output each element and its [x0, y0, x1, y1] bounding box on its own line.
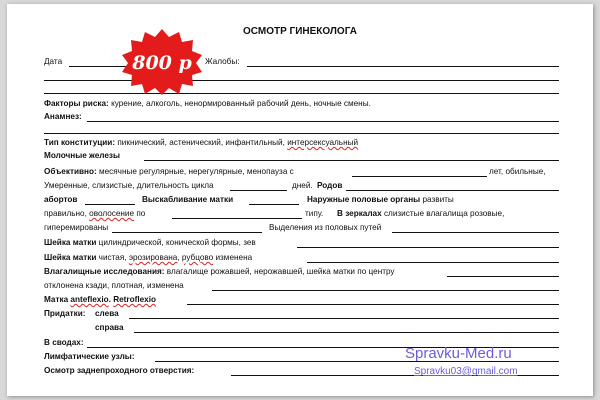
cycle-length-field[interactable] — [230, 190, 287, 191]
left-label: слева — [95, 309, 119, 318]
constitution-row — [44, 138, 358, 148]
vaginal-label: Влагалищные исследования: — [44, 267, 165, 276]
external-organs-row — [307, 195, 454, 205]
cervix2-text-a: чистая, — [98, 253, 127, 262]
objective-text-2: лет, обильные, — [489, 167, 546, 176]
discharge-field[interactable] — [392, 232, 559, 233]
cervix-text: цилиндрической, конической формы, зев — [98, 238, 256, 247]
risk-factors-text: курение, алкоголь, ненормированный рабочий день, ночные смены. — [111, 99, 371, 108]
mirrors-row — [337, 209, 504, 219]
cervix2-word-erosion: эрозирована — [128, 253, 178, 262]
cervix2-comma: , — [177, 253, 180, 262]
right-label: справа — [95, 323, 124, 332]
objective-text: месячные регулярные, нерегулярные, менопауза с — [98, 167, 294, 176]
correctly-row — [44, 209, 145, 219]
deviated-text: отклонена кзади, плотная, изменена — [44, 281, 184, 290]
vaginal-text: влагалище рожавшей, нерожавшей, шейка матки по центру — [166, 267, 395, 276]
constitution-label: Тип конституции: — [44, 138, 116, 147]
appendages-label: Придатки: — [44, 309, 86, 318]
price-badge — [121, 28, 203, 96]
watermark-email: Spravku03@gmail.com — [414, 366, 518, 377]
by-text: по — [136, 209, 146, 218]
anamnesis-line-2[interactable] — [44, 133, 559, 134]
deviated-field[interactable] — [212, 290, 559, 291]
external-organs-text: развиты — [422, 195, 454, 204]
hyperemia-field[interactable] — [112, 232, 262, 233]
complaints-label: Жалобы: — [205, 57, 240, 66]
constitution-word-intersex: интерсексуальный — [287, 138, 359, 147]
date-field[interactable] — [69, 66, 129, 67]
fornix-label: В сводах: — [44, 338, 84, 347]
births-label: Родов — [317, 181, 343, 190]
constitution-text: пикнический, астенический, инфантильный, — [117, 138, 285, 147]
cervix2-text-b: изменена — [215, 253, 253, 262]
menopause-field[interactable] — [352, 176, 487, 177]
hyperemia-text: гиперемированы — [44, 223, 109, 232]
anus-label: Осмотр заднепроходного отверстия: — [44, 366, 195, 375]
births-field[interactable] — [346, 190, 559, 191]
watermark-site: Spravku-Med.ru — [405, 345, 512, 362]
cervix2-field[interactable] — [307, 262, 559, 263]
uterus-sep: . — [108, 295, 111, 304]
objective-label: Объективно: — [44, 167, 97, 176]
lymph-label: Лимфатические узлы: — [44, 352, 135, 361]
anamnesis-label: Анамнез: — [44, 112, 82, 121]
vaginal-row — [44, 267, 395, 277]
type-text: типу. — [305, 209, 324, 218]
external-organs-label: Наружные половые органы — [307, 195, 421, 204]
form-title: ОСМОТР ГИНЕКОЛОГА — [243, 26, 357, 37]
uterus-label: Матка — [44, 295, 69, 304]
form-page — [7, 4, 593, 396]
cervix2-label: Шейка матки — [44, 253, 97, 262]
risk-factors-row — [44, 99, 371, 109]
discharge-text: Выделения из половых путей — [269, 223, 382, 232]
breasts-label: Молочные железы — [44, 151, 120, 160]
date-label: Дата — [44, 57, 63, 66]
cervix2-word-scar: рубцово — [181, 253, 214, 262]
price-badge-text: 800 р — [132, 52, 192, 74]
hair-type-field[interactable] — [172, 218, 302, 219]
moderate-text: Умеренные, слизистые, длительность цикла — [44, 181, 214, 190]
uterus-word-retro: Retroflexio — [113, 295, 156, 304]
appendages-left-field[interactable] — [129, 318, 559, 319]
anamnesis-field[interactable] — [87, 121, 559, 122]
cervix-os-field[interactable] — [297, 247, 559, 248]
scraping-label: Выскабливание матки — [142, 195, 234, 204]
uterus-word-ante: anteflexio — [70, 295, 109, 304]
appendages-right-field[interactable] — [134, 332, 559, 333]
mirrors-label: В зеркалах — [337, 209, 382, 218]
risk-factors-label: Факторы риска: — [44, 99, 109, 108]
uterus-row — [44, 295, 156, 305]
breasts-field[interactable] — [144, 160, 559, 161]
correctly-text: правильно, — [44, 209, 87, 218]
objective-row — [44, 167, 294, 177]
mirrors-text: слизистые влагалища розовые, — [383, 209, 505, 218]
uterus-field[interactable] — [187, 304, 559, 305]
cervix2-row — [44, 253, 252, 263]
hair-word: оволосение — [89, 209, 135, 218]
complaints-field[interactable] — [247, 66, 559, 67]
cervix-row — [44, 238, 256, 248]
cervix-label: Шейка матки — [44, 238, 97, 247]
abortions-label: абортов — [44, 195, 78, 204]
abortions-field[interactable] — [85, 204, 135, 205]
days-text: дней. — [292, 181, 313, 190]
scraping-field[interactable] — [249, 204, 299, 205]
vaginal-field[interactable] — [447, 276, 559, 277]
